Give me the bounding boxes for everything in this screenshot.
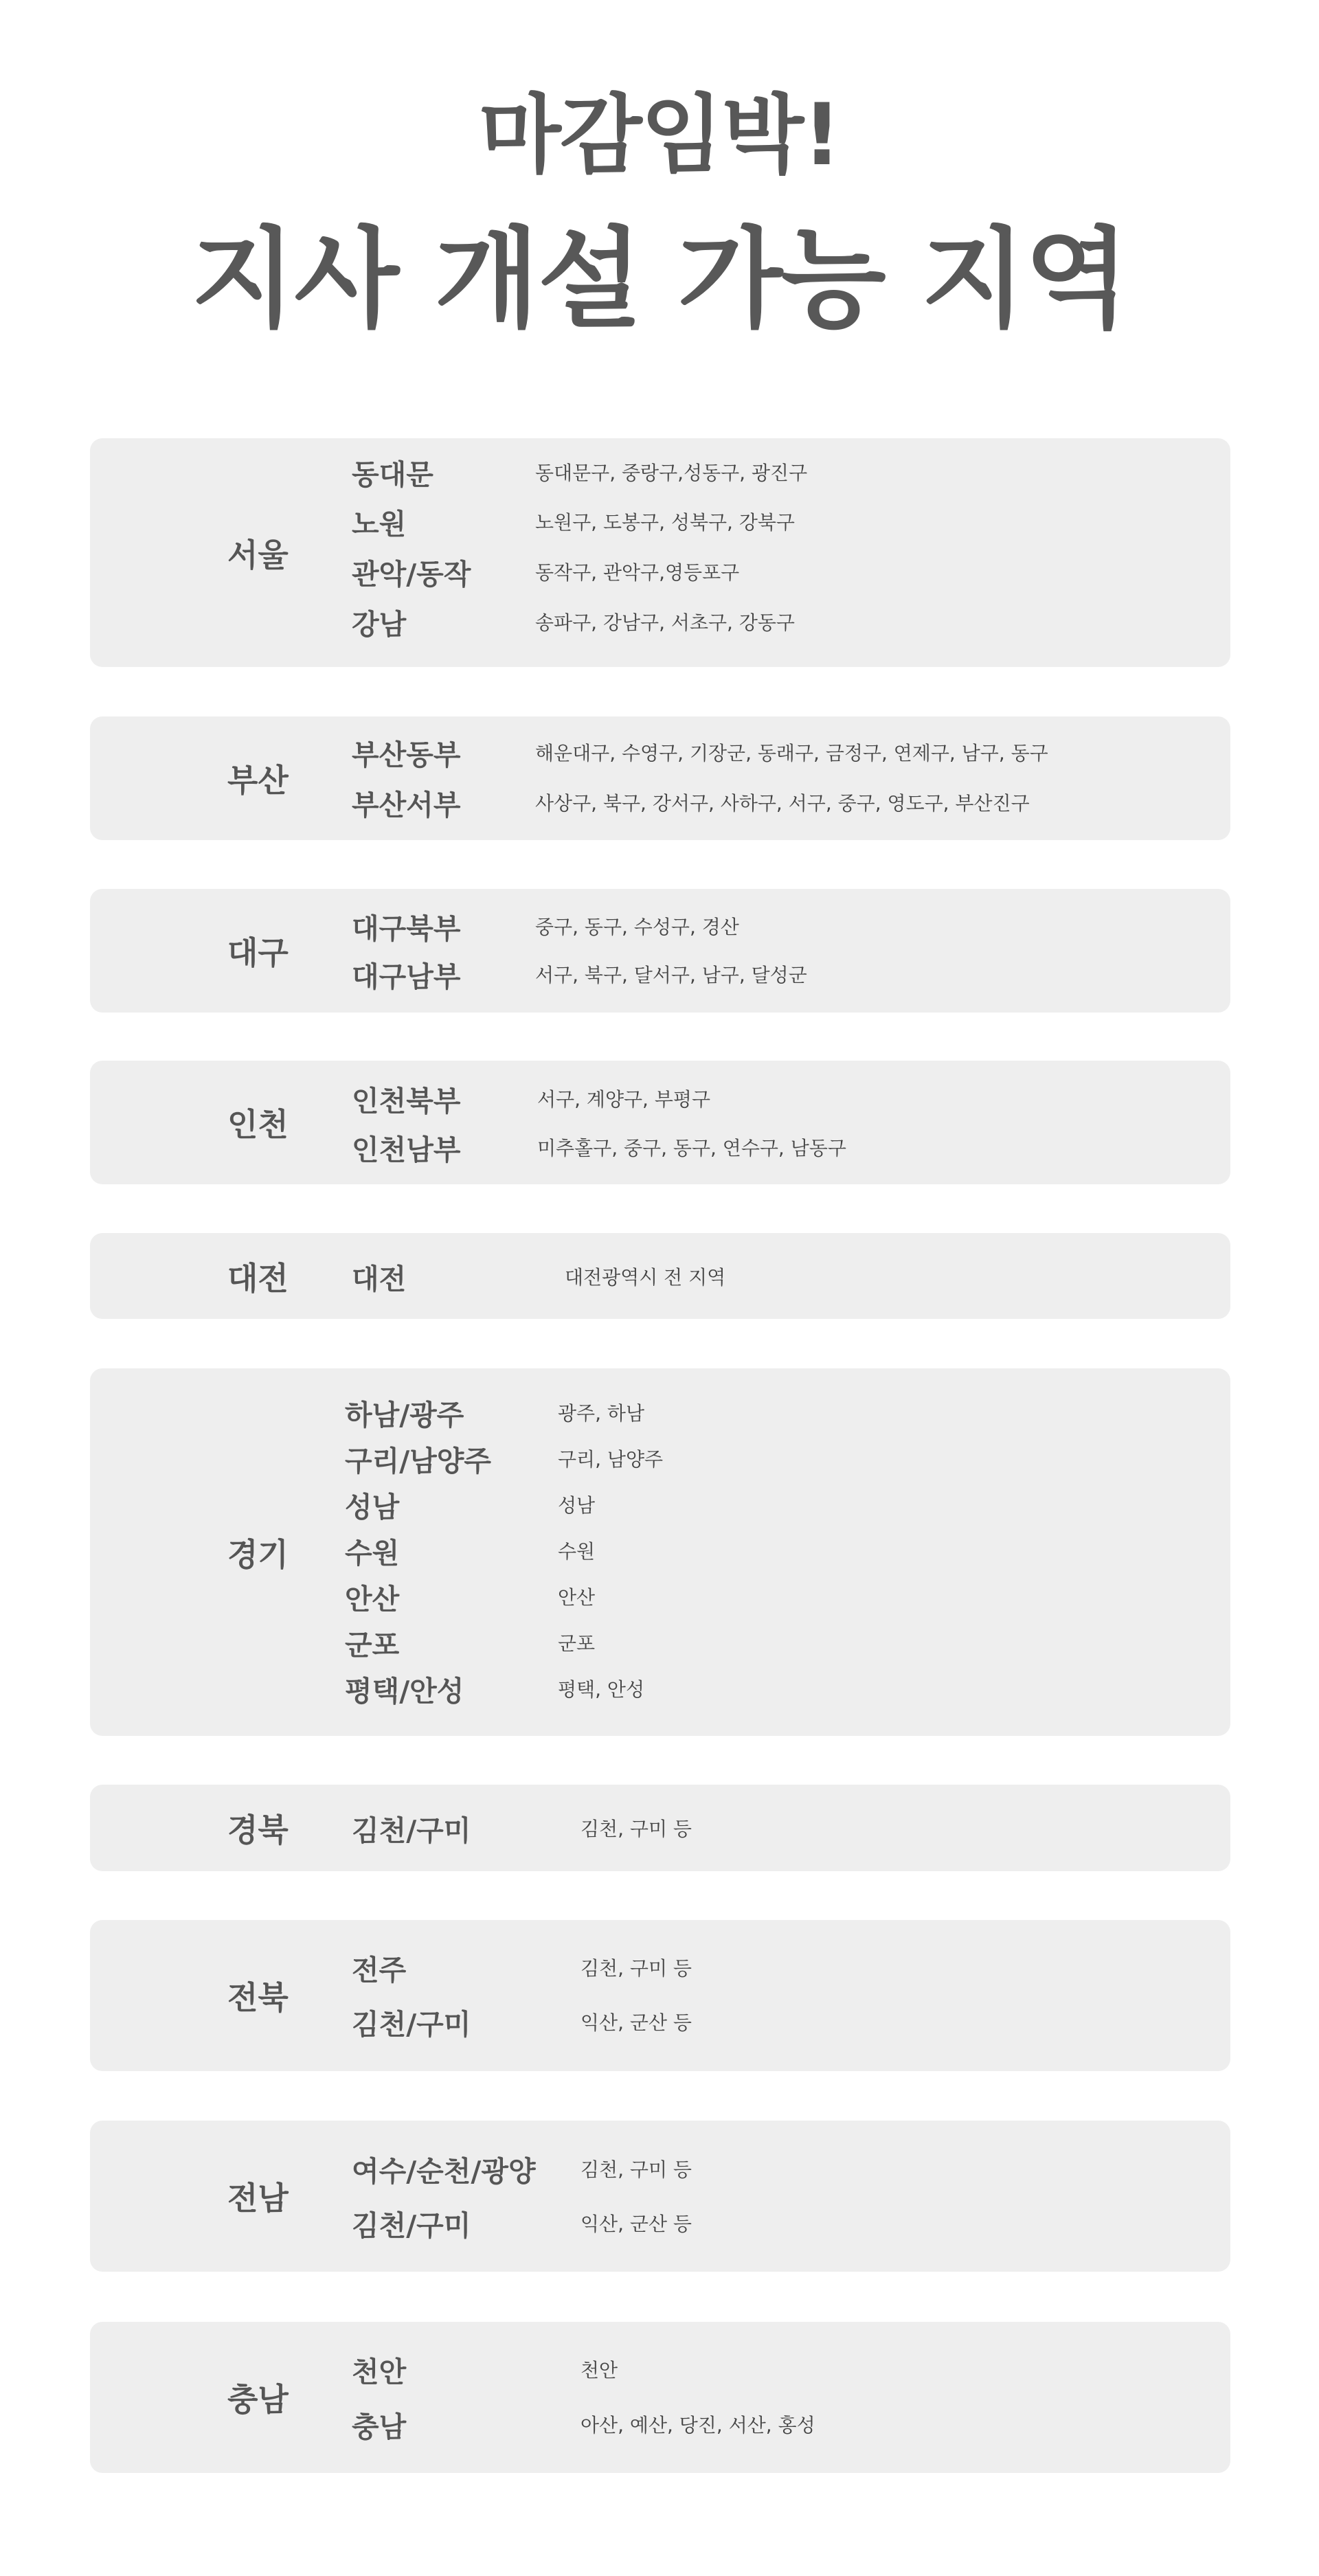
- branch-name: 대전: [352, 1262, 407, 1296]
- branch-areas: 익산, 군산 등: [580, 2213, 692, 2235]
- branch-row: [90, 1076, 1230, 1120]
- branch-name: 전주: [352, 1953, 407, 1987]
- branch-row: [90, 952, 1230, 996]
- region-card: [90, 2322, 1230, 2473]
- branch-row: [90, 1620, 1230, 1664]
- branch-name: 여수/순천/광양: [352, 2154, 536, 2188]
- branch-row: [90, 1254, 1230, 1298]
- region-card: [90, 1920, 1230, 2071]
- branch-areas: 동작구, 관악구,영등포구: [535, 561, 740, 584]
- branch-name: 하남/광주: [345, 1398, 464, 1432]
- branch-row: [90, 550, 1230, 594]
- branch-name: 구리/남양주: [345, 1444, 492, 1478]
- region-card: [90, 1785, 1230, 1871]
- region-name: 대전: [227, 1259, 289, 1297]
- branch-name: 충남: [352, 2410, 407, 2443]
- branch-areas: 성남: [558, 1494, 596, 1517]
- branch-row: [90, 1436, 1230, 1480]
- branch-name: 안산: [345, 1582, 400, 1616]
- branch-name: 동대문: [352, 457, 433, 491]
- branch-name: 대구남부: [352, 960, 461, 993]
- branch-name: 대구북부: [352, 912, 461, 945]
- region-name: 대구: [227, 934, 289, 971]
- branch-areas: 김천, 구미 등: [580, 2158, 692, 2181]
- branch-list: [90, 2322, 1230, 2473]
- region-card: [90, 1061, 1230, 1184]
- branch-name: 수원: [345, 1536, 400, 1570]
- branch-row: [90, 2402, 1230, 2446]
- branch-name: 군포: [345, 1628, 400, 1662]
- branch-areas: 익산, 군산 등: [580, 2011, 692, 2034]
- branch-areas: 대전광역시 전 지역: [565, 1266, 726, 1289]
- region-name: 충남: [227, 2381, 289, 2418]
- branch-areas: 천안: [580, 2359, 618, 2382]
- branch-list: [90, 716, 1230, 840]
- branch-areas: 군포: [558, 1632, 596, 1655]
- region-name: 경기: [227, 1535, 289, 1573]
- branch-name: 강남: [352, 607, 407, 641]
- branch-areas: 안산: [558, 1586, 596, 1609]
- branch-list: [90, 1920, 1230, 2071]
- branch-row: [90, 450, 1230, 494]
- branch-row: [90, 2201, 1230, 2245]
- branch-row: [90, 1125, 1230, 1169]
- region-card: [90, 438, 1230, 667]
- headline-available-regions: 지사 개설 가능 지역: [190, 216, 1129, 343]
- branch-name: 관악/동작: [352, 557, 471, 591]
- branch-row: [90, 1806, 1230, 1850]
- branch-row: [90, 1945, 1230, 1989]
- branch-areas: 송파구, 강남구, 서초구, 강동구: [535, 611, 795, 634]
- branch-row: [90, 780, 1230, 824]
- branch-list: [90, 1061, 1230, 1184]
- branch-areas: 김천, 구미 등: [580, 1818, 692, 1840]
- branch-areas: 수원: [558, 1540, 596, 1563]
- branch-areas: 평택, 안성: [558, 1678, 644, 1701]
- branch-row: [90, 1482, 1230, 1526]
- branch-areas: 서구, 북구, 달서구, 남구, 달성군: [535, 964, 807, 986]
- branch-areas: 노원구, 도봉구, 성북구, 강북구: [535, 511, 795, 534]
- branch-name: 평택/안성: [345, 1674, 464, 1708]
- branch-areas: 광주, 하남: [558, 1402, 644, 1425]
- region-name: 인천: [227, 1106, 289, 1143]
- region-name: 전남: [227, 2180, 289, 2217]
- branch-name: 김천/구미: [352, 2007, 471, 2041]
- branch-row: [90, 600, 1230, 644]
- branch-row: [90, 730, 1230, 774]
- branch-list: [90, 889, 1230, 1013]
- branch-name: 김천/구미: [352, 1814, 471, 1847]
- branch-areas: 사상구, 북구, 강서구, 사하구, 서구, 중구, 영도구, 부산진구: [535, 792, 1030, 815]
- branch-name: 부산서부: [352, 788, 461, 822]
- region-name: 부산: [227, 762, 289, 799]
- branch-list: [90, 438, 1230, 667]
- region-name: 경북: [227, 1811, 289, 1849]
- branch-areas: 미추홀구, 중구, 동구, 연수구, 남동구: [537, 1137, 846, 1160]
- region-name: 서울: [227, 536, 289, 574]
- branch-row: [90, 2147, 1230, 2191]
- branch-name: 인천남부: [352, 1133, 461, 1166]
- branch-list: [90, 1233, 1230, 1319]
- region-card: [90, 889, 1230, 1013]
- branch-row: [90, 2000, 1230, 2044]
- region-card: [90, 716, 1230, 840]
- branch-row: [90, 2347, 1230, 2391]
- region-card: [90, 2121, 1230, 2272]
- branch-areas: 해운대구, 수영구, 기장군, 동래구, 금정구, 연제구, 남구, 동구: [535, 742, 1048, 765]
- branch-areas: 구리, 남양주: [558, 1448, 664, 1471]
- branch-name: 김천/구미: [352, 2208, 471, 2242]
- branch-name: 부산동부: [352, 738, 461, 771]
- branch-row: [90, 499, 1230, 543]
- branch-areas: 동대문구, 중랑구,성동구, 광진구: [535, 462, 808, 484]
- branch-list: [90, 1785, 1230, 1871]
- branch-areas: 중구, 동구, 수성구, 경산: [535, 916, 739, 938]
- region-card: [90, 1233, 1230, 1319]
- branch-row: [90, 1390, 1230, 1434]
- region-name: 전북: [227, 1979, 289, 2016]
- branch-name: 천안: [352, 2355, 407, 2388]
- branch-list: [90, 2121, 1230, 2272]
- headline-deadline: 마감임박!: [479, 86, 840, 185]
- branch-name: 인천북부: [352, 1084, 461, 1118]
- branch-name: 성남: [345, 1490, 400, 1524]
- branch-areas: 김천, 구미 등: [580, 1957, 692, 1980]
- branch-row: [90, 1574, 1230, 1618]
- branch-row: [90, 1528, 1230, 1572]
- branch-areas: 아산, 예산, 당진, 서산, 홍성: [580, 2414, 815, 2437]
- branch-row: [90, 1667, 1230, 1710]
- branch-list: [90, 1368, 1230, 1736]
- region-card: [90, 1368, 1230, 1736]
- branch-row: [90, 904, 1230, 948]
- branch-areas: 서구, 계양구, 부평구: [537, 1088, 710, 1111]
- branch-name: 노원: [352, 507, 407, 541]
